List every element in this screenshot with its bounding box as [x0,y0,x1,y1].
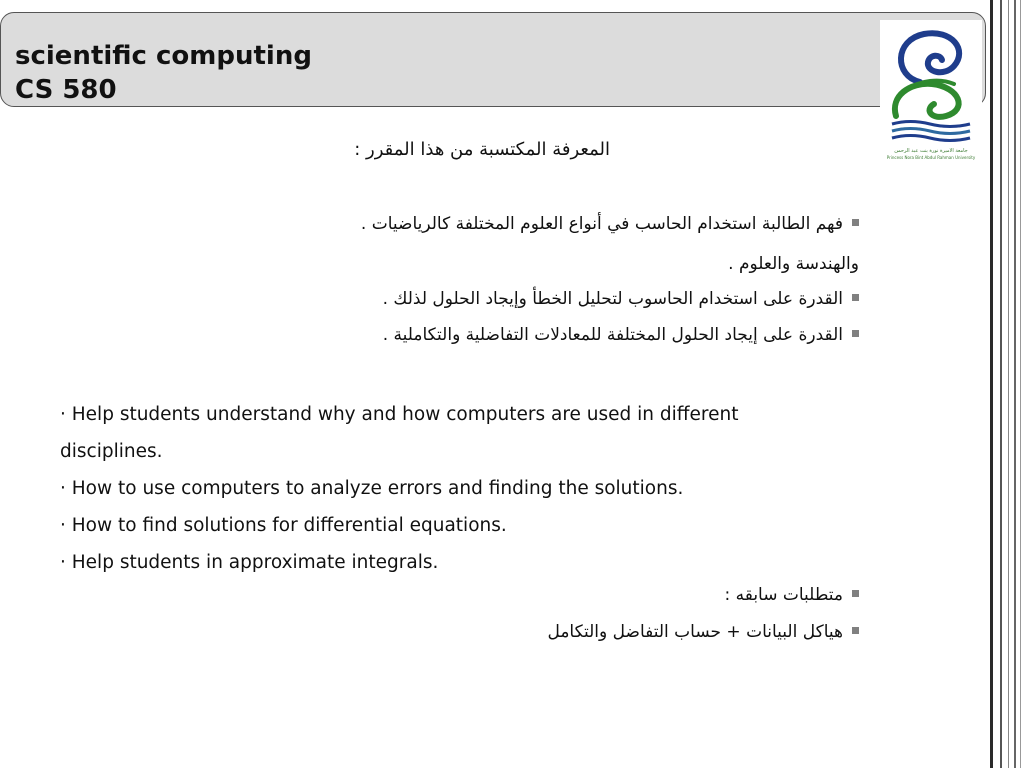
arabic-bullet-1 [361,212,859,236]
prerequisites-item-text: هياكل البيانات + حساب التفاضل والتكامل [547,622,843,642]
arabic-bullet-2 [383,287,859,311]
edge-stripes-icon [988,0,1024,768]
arabic-bullet-1-text: فهم الطالبة استخدام الحاسب في أنواع العلوم المختلفة كالرياضيات . [360,214,843,234]
square-bullet-icon [852,330,859,337]
english-line-1: · Help students understand why and how computers are used in different [60,404,739,425]
prerequisites-item [547,620,859,644]
slide-edge-decoration [988,0,1024,768]
logo-caption-english: Princess Nora Bint Abdul Rahman University [886,155,976,160]
square-bullet-icon [852,219,859,226]
arabic-bullet-2-text: القدرة على استخدام الحاسوب لتحليل الخطأ وإيجاد الحلول لذلك . [382,289,843,309]
prerequisites-heading [724,583,859,607]
english-line-5: · Help students in approximate integrals. [60,552,439,573]
english-line-2: disciplines. [60,441,163,462]
title-line-1: scientific computing [15,41,312,71]
english-objectives [60,396,860,581]
title-bar [0,12,986,107]
university-logo [880,20,982,164]
title-line-2: CS 580 [15,75,117,105]
english-line-4: · How to find solutions for differential equations. [60,515,507,536]
logo-caption-arabic: جامعة الأميرة نورة بنت عبد الرحمن [894,148,968,154]
square-bullet-icon [852,627,859,634]
arabic-bullet-3-text: القدرة على إيجاد الحلول المختلفة للمعادلات التفاضلية والتكاملية . [382,325,843,345]
university-emblem-icon [880,20,982,148]
arabic-heading: المعرفة المكتسبة من هذا المقرر : [354,139,610,160]
english-line-3: · How to use computers to analyze errors and finding the solutions. [60,478,684,499]
arabic-bullet-3 [383,323,859,347]
prerequisites-heading-text: متطلبات سابقه : [724,585,843,605]
slide-title [15,39,312,107]
arabic-bullet-1-continuation: والهندسة والعلوم . [728,254,859,274]
square-bullet-icon [852,294,859,301]
square-bullet-icon [852,590,859,597]
